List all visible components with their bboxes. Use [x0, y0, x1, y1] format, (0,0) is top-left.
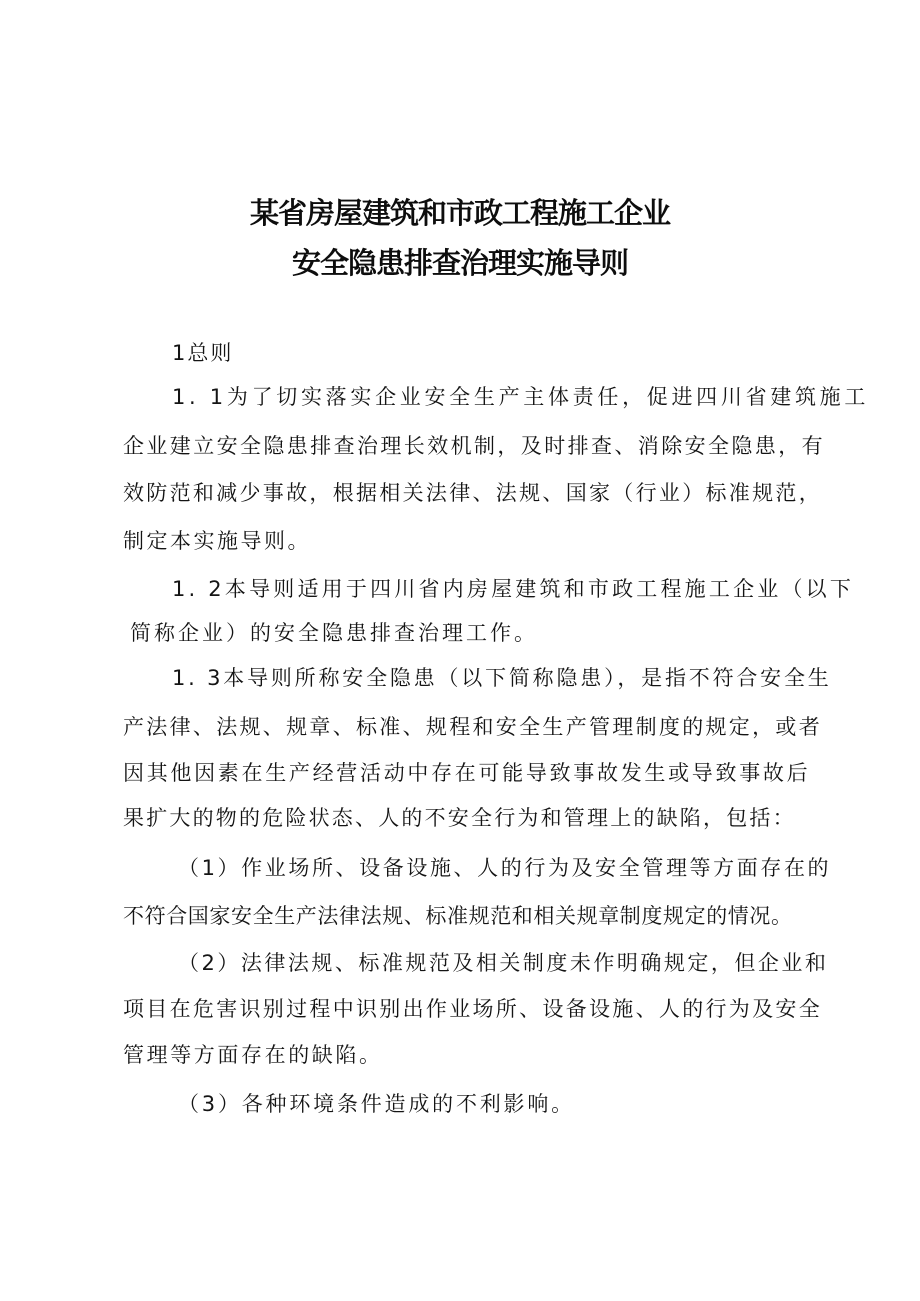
paragraph-1-2-line-2: 简称企业）的安全隐患排查治理工作。 [130, 621, 538, 645]
list-item-2-line-2: 项目在危害识别过程中识别出作业场所、设备设施、人的行为及安全 [123, 997, 822, 1021]
document-title-line-1: 某省房屋建筑和市政工程施工企业 [249, 196, 670, 230]
paragraph-1-3-line-3: 因其他因素在生产经营活动中存在可能导致事故发生或导致事故后 [123, 761, 811, 785]
section-heading-general: 1总则 [172, 341, 234, 365]
paragraph-1-1-line-3: 效防范和减少事故，根据相关法律、法规、国家（行业）标准规范， [123, 481, 822, 505]
paragraph-1-1-line-2: 企业建立安全隐患排查治理长效机制，及时排查、消除安全隐患，有 [123, 434, 825, 458]
document-title-line-2: 安全隐患排查治理实施导则 [291, 246, 628, 280]
list-item-2-line-1: （2）法律法规、标准规范及相关制度未作明确规定，但企业和 [178, 951, 829, 975]
paragraph-1-2-line-1: 1. 2本导则适用于四川省内房屋建筑和市政工程施工企业（以下 [172, 577, 855, 601]
list-item-1-line-2: 不符合国家安全生产法律法规、标准规范和相关规章制度规定的情况。 [123, 904, 793, 928]
paragraph-1-3-line-2: 产法律、法规、规章、标准、规程和安全生产管理制度的规定，或者 [123, 715, 822, 739]
list-item-1-line-1: （1）作业场所、设备设施、人的行为及安全管理等方面存在的 [178, 856, 832, 880]
paragraph-1-1-line-4: 制定本实施导则。 [123, 529, 311, 553]
paragraph-1-3-line-4: 果扩大的物的危险状态、人的不安全行为和管理上的缺陷，包括： [123, 806, 796, 830]
list-item-3-line-1: （3）各种环境条件造成的不利影响。 [178, 1092, 575, 1116]
paragraph-1-1-line-1: 1. 1为了切实落实企业安全生产主体责任，促进四川省建筑施工 [172, 385, 870, 409]
list-item-2-line-3: 管理等方面存在的缺陷。 [123, 1043, 383, 1067]
paragraph-1-3-line-1: 1. 3本导则所称安全隐患（以下简称隐患），是指不符合安全生 [172, 666, 832, 690]
